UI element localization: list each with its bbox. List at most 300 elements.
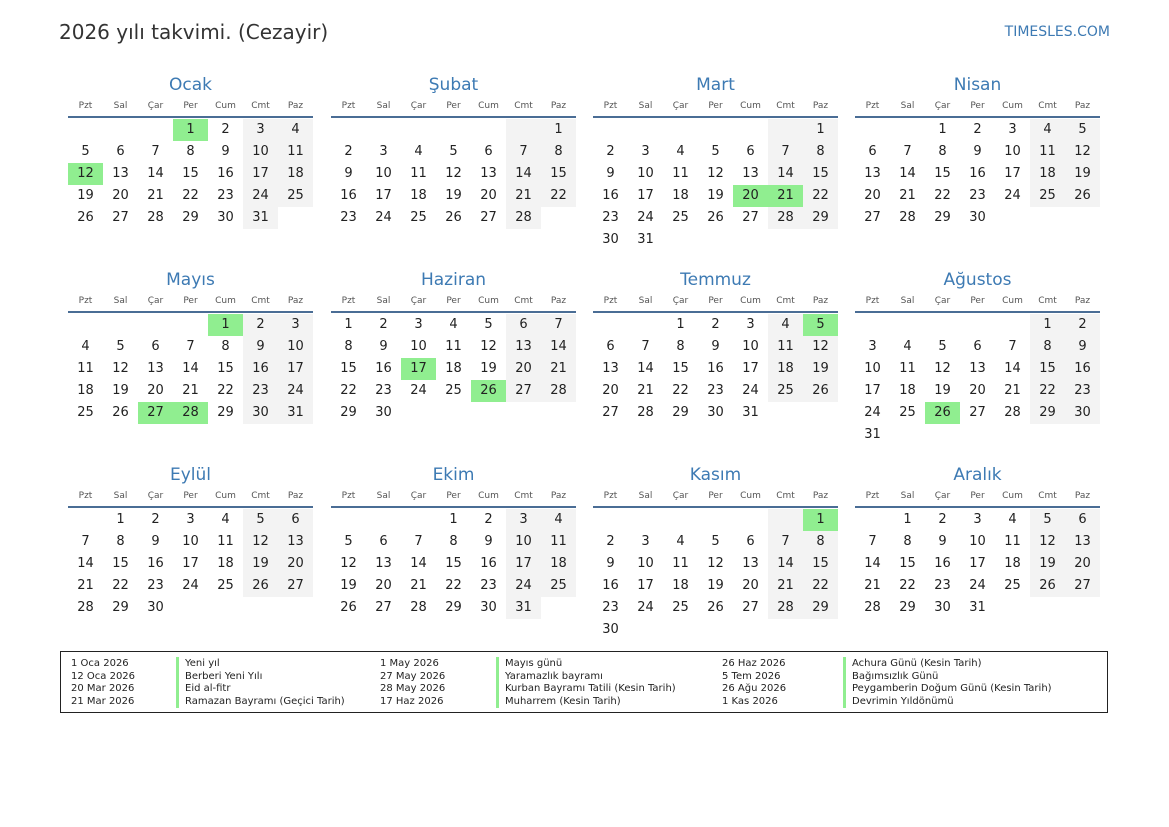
day-cell: 5 [81,144,90,159]
week-row [331,119,576,141]
weekday-label: Çar [672,296,689,306]
empty-cell [855,314,890,336]
weekday-label: Pzt [865,101,880,111]
weekday-label: Cum [1002,101,1023,111]
week-row [855,185,1100,207]
day-cell: 3 [1008,122,1017,137]
day-cell: 18 [1004,556,1021,571]
day-cell: 11 [768,336,803,358]
legend-date: 1 May 2026 [380,658,439,669]
day-cell: 2 [484,512,493,527]
month-block [331,72,576,229]
day-cell: 18 [278,163,313,185]
day-cell: 22 [934,188,951,203]
site-link[interactable]: TIMESLES.COM [1004,24,1110,40]
day-cell: 29 [672,405,689,420]
month-name: Ağustos [943,270,1012,290]
day-cell: 20 [742,578,759,593]
day-cell: 4 [414,144,423,159]
month-name: Nisan [953,75,1002,95]
day-cell: 8 [541,141,576,163]
day-cell: 19 [707,578,724,593]
week-row [331,185,576,207]
day-cell: 14 [899,166,916,181]
weekday-label: Paz [812,491,829,501]
week-row [855,336,1100,358]
day-cell: 22 [182,188,199,203]
day-cell: 1 [208,314,243,336]
day-cell: 28 [410,600,427,615]
empty-cell [698,119,733,141]
day-cell: 12 [480,339,497,354]
weekday-header [593,488,838,508]
day-cell: 29 [217,405,234,420]
day-cell: 2 [938,512,947,527]
weekday-label: Cmt [514,296,533,306]
empty-cell [436,119,471,141]
week-row [331,380,576,402]
day-cell: 3 [746,317,755,332]
day-cell: 9 [151,534,160,549]
day-cell: 7 [186,339,195,354]
day-cell: 31 [506,597,541,619]
day-cell: 22 [803,185,838,207]
day-cell: 17 [637,188,654,203]
day-cell: 18 [445,361,462,376]
week-row [593,314,838,336]
legend-date: 12 Oca 2026 [71,670,136,682]
day-cell: 29 [445,600,462,615]
day-cell: 25 [410,210,427,225]
day-cell: 29 [803,207,838,229]
day-cell: 2 [1065,314,1100,336]
empty-cell [768,402,803,424]
weekday-label: Per [970,491,985,501]
day-cell: 20 [1065,553,1100,575]
legend-holiday-name: Achura Günü (Kesin Tarih) [843,657,982,670]
empty-cell [278,597,313,619]
day-cell: 25 [278,185,313,207]
empty-cell [855,509,890,531]
day-cell: 27 [602,405,619,420]
day-cell: 1 [676,317,685,332]
day-cell: 17 [742,361,759,376]
day-cell: 4 [768,314,803,336]
day-cell: 30 [1065,402,1100,424]
day-cell: 18 [1030,163,1065,185]
day-cell: 18 [410,188,427,203]
week-row [331,207,576,229]
week-row [331,336,576,358]
day-cell: 20 [375,578,392,593]
weekday-header [331,98,576,118]
day-cell: 6 [116,144,125,159]
day-cell: 30 [969,210,986,225]
weekday-label: Paz [1074,491,1091,501]
weekday-label: Cmt [251,491,270,501]
day-cell: 5 [449,144,458,159]
day-cell: 24 [375,210,392,225]
empty-cell [593,119,628,141]
empty-cell [995,597,1030,619]
day-cell: 11 [541,531,576,553]
weekday-label: Pzt [341,491,356,501]
empty-cell [103,119,138,141]
week-row [331,402,576,424]
weekday-header [331,293,576,313]
day-cell: 26 [925,402,960,424]
weekday-label: Cmt [776,491,795,501]
day-cell: 28 [541,380,576,402]
day-cell: 3 [379,144,388,159]
day-cell: 16 [602,578,619,593]
day-cell: 11 [1004,534,1021,549]
empty-cell [803,229,838,251]
weekday-label: Pzt [603,491,618,501]
day-cell: 31 [969,600,986,615]
empty-cell [733,119,768,141]
weekday-label: Cmt [251,101,270,111]
empty-cell [366,509,401,531]
week-row [593,380,838,402]
day-cell: 16 [375,361,392,376]
day-cell: 12 [243,531,278,553]
legend-holiday-name: Yaramazlık bayramı [496,670,603,683]
day-cell: 6 [746,534,755,549]
day-cell: 11 [1030,141,1065,163]
day-cell: 25 [768,380,803,402]
day-cell: 24 [243,185,278,207]
day-cell: 24 [278,380,313,402]
legend-holiday-name: Berberi Yeni Yılı [176,670,262,683]
weekday-label: Sal [113,491,128,501]
day-cell: 3 [641,534,650,549]
day-cell: 17 [864,383,881,398]
day-cell: 16 [340,188,357,203]
day-cell: 23 [969,188,986,203]
day-cell: 13 [1065,531,1100,553]
day-cell: 17 [278,358,313,380]
day-cell: 21 [637,383,654,398]
weekday-header [855,98,1100,118]
day-cell: 3 [278,314,313,336]
day-cell: 2 [606,144,615,159]
week-row [593,358,838,380]
weekday-label: Paz [812,296,829,306]
day-cell: 9 [379,339,388,354]
weekday-label: Pzt [341,296,356,306]
day-cell: 7 [903,144,912,159]
day-cell: 30 [217,210,234,225]
day-cell: 3 [506,509,541,531]
day-cell: 15 [340,361,357,376]
month-name: Ekim [432,465,475,485]
day-cell: 14 [410,556,427,571]
weekday-label: Per [446,296,461,306]
day-cell: 10 [182,534,199,549]
weekday-label: Sal [113,101,128,111]
month-block [593,267,838,424]
day-cell: 26 [803,380,838,402]
weekday-label: Paz [550,296,567,306]
day-cell: 8 [116,534,125,549]
day-cell: 19 [112,383,129,398]
day-cell: 21 [77,578,94,593]
weekday-label: Sal [638,491,653,501]
month-name: Kasım [689,465,742,485]
day-cell: 24 [637,210,654,225]
empty-cell [506,402,541,424]
day-cell: 10 [742,339,759,354]
weekday-label: Cum [740,296,761,306]
month-block [855,72,1100,229]
day-cell: 23 [217,188,234,203]
weekday-label: Pzt [78,491,93,501]
day-cell: 11 [217,534,234,549]
day-cell: 23 [934,578,951,593]
week-row [593,531,838,553]
empty-cell [1030,597,1065,619]
month-name: Temmuz [680,270,751,290]
empty-cell [663,619,698,641]
day-cell: 17 [375,188,392,203]
empty-cell [890,314,925,336]
week-row [593,336,838,358]
day-cell: 31 [637,232,654,247]
day-cell: 20 [506,358,541,380]
day-cell: 12 [707,556,724,571]
day-cell: 9 [711,339,720,354]
day-cell: 16 [480,556,497,571]
day-cell: 1 [344,317,353,332]
empty-cell [1030,424,1065,446]
day-cell: 24 [410,383,427,398]
day-cell: 22 [1030,380,1065,402]
weekday-label: Cum [740,491,761,501]
day-cell: 24 [969,578,986,593]
week-row [68,597,313,619]
day-cell: 10 [278,336,313,358]
day-cell: 6 [379,534,388,549]
day-cell: 7 [506,141,541,163]
day-cell: 1 [803,509,838,531]
day-cell: 22 [803,575,838,597]
weekday-label: Paz [1074,296,1091,306]
week-row [855,163,1100,185]
day-cell: 8 [449,534,458,549]
day-cell: 8 [676,339,685,354]
month-block [331,462,576,619]
day-cell: 6 [606,339,615,354]
weekday-label: Pzt [78,296,93,306]
day-cell: 6 [484,144,493,159]
week-row [593,119,838,141]
empty-cell [698,619,733,641]
empty-cell [628,509,663,531]
empty-cell [855,119,890,141]
day-cell: 12 [934,361,951,376]
day-cell: 19 [803,358,838,380]
day-cell: 20 [602,383,619,398]
day-cell: 8 [344,339,353,354]
day-cell: 18 [541,553,576,575]
day-cell: 27 [138,402,173,424]
week-row [593,141,838,163]
day-cell: 28 [768,207,803,229]
day-cell: 8 [903,534,912,549]
day-cell: 7 [541,314,576,336]
day-cell: 14 [864,556,881,571]
legend-holiday-name: Mayıs günü [496,657,562,670]
day-cell: 8 [803,141,838,163]
weekday-label: Cum [478,296,499,306]
empty-cell [103,314,138,336]
day-cell: 10 [637,556,654,571]
empty-cell [366,119,401,141]
empty-cell [733,619,768,641]
day-cell: 10 [506,531,541,553]
empty-cell [995,207,1030,229]
day-cell: 27 [278,575,313,597]
week-row [855,575,1100,597]
weekday-label: Çar [147,491,164,501]
empty-cell [1065,597,1100,619]
day-cell: 8 [186,144,195,159]
day-cell: 3 [186,512,195,527]
empty-cell [698,229,733,251]
day-cell: 15 [182,166,199,181]
weekday-header [331,488,576,508]
empty-cell [401,509,436,531]
day-cell: 14 [182,361,199,376]
day-cell: 17 [1004,166,1021,181]
weekday-label: Per [708,101,723,111]
empty-cell [138,119,173,141]
day-cell: 12 [1030,531,1065,553]
week-row [593,402,838,424]
day-cell: 21 [182,383,199,398]
day-cell: 21 [1004,383,1021,398]
week-row [593,229,838,251]
day-cell: 27 [969,405,986,420]
day-cell: 7 [414,534,423,549]
empty-cell [628,119,663,141]
day-cell: 27 [480,210,497,225]
empty-cell [208,597,243,619]
weekday-label: Cum [1002,491,1023,501]
empty-cell [1065,424,1100,446]
weekday-label: Sal [638,296,653,306]
day-cell: 24 [1004,188,1021,203]
week-row [855,119,1100,141]
weekday-label: Paz [550,491,567,501]
week-row [68,314,313,336]
month-block [855,267,1100,446]
day-cell: 23 [480,578,497,593]
day-cell: 15 [112,556,129,571]
day-cell: 25 [77,405,94,420]
day-cell: 26 [1030,575,1065,597]
day-cell: 12 [112,361,129,376]
week-row [855,358,1100,380]
day-cell: 29 [182,210,199,225]
empty-cell [698,509,733,531]
weekday-label: Per [183,296,198,306]
week-row [593,619,838,641]
day-cell: 14 [768,163,803,185]
day-cell: 15 [541,163,576,185]
day-cell: 10 [375,166,392,181]
day-cell: 20 [733,185,768,207]
day-cell: 15 [803,163,838,185]
day-cell: 11 [445,339,462,354]
day-cell: 29 [1030,402,1065,424]
day-cell: 29 [340,405,357,420]
week-row [68,402,313,424]
day-cell: 9 [243,336,278,358]
day-cell: 1 [938,122,947,137]
month-name: Ocak [169,75,212,95]
legend-date: 26 Ağu 2026 [722,683,787,695]
empty-cell [471,402,506,424]
empty-cell [331,509,366,531]
day-cell: 18 [672,578,689,593]
day-cell: 4 [1030,119,1065,141]
day-cell: 26 [112,405,129,420]
legend-holiday-name: Yeni yıl [176,657,220,670]
day-cell: 17 [182,556,199,571]
week-row [68,141,313,163]
day-cell: 26 [1065,185,1100,207]
week-row [68,553,313,575]
day-cell: 26 [445,210,462,225]
week-row [68,509,313,531]
day-cell: 13 [742,556,759,571]
day-cell: 21 [541,358,576,380]
day-cell: 3 [868,339,877,354]
day-cell: 20 [480,188,497,203]
day-cell: 25 [1004,578,1021,593]
day-cell: 25 [899,405,916,420]
day-cell: 5 [711,534,720,549]
day-cell: 19 [1065,163,1100,185]
day-cell: 7 [1008,339,1017,354]
day-cell: 2 [711,317,720,332]
legend-date: 28 May 2026 [380,683,446,695]
day-cell: 24 [742,383,759,398]
day-cell: 17 [637,578,654,593]
day-cell: 17 [969,556,986,571]
empty-cell [68,314,103,336]
day-cell: 14 [637,361,654,376]
day-cell: 23 [602,600,619,615]
month-name: Eylül [169,465,212,485]
empty-cell [925,314,960,336]
day-cell: 26 [77,210,94,225]
empty-cell [593,509,628,531]
week-row [331,509,576,531]
day-cell: 15 [899,556,916,571]
week-row [855,553,1100,575]
week-row [68,531,313,553]
day-cell: 15 [445,556,462,571]
empty-cell [890,119,925,141]
day-cell: 5 [1065,119,1100,141]
day-cell: 28 [768,597,803,619]
day-cell: 15 [803,553,838,575]
day-cell: 25 [445,383,462,398]
empty-cell [401,119,436,141]
